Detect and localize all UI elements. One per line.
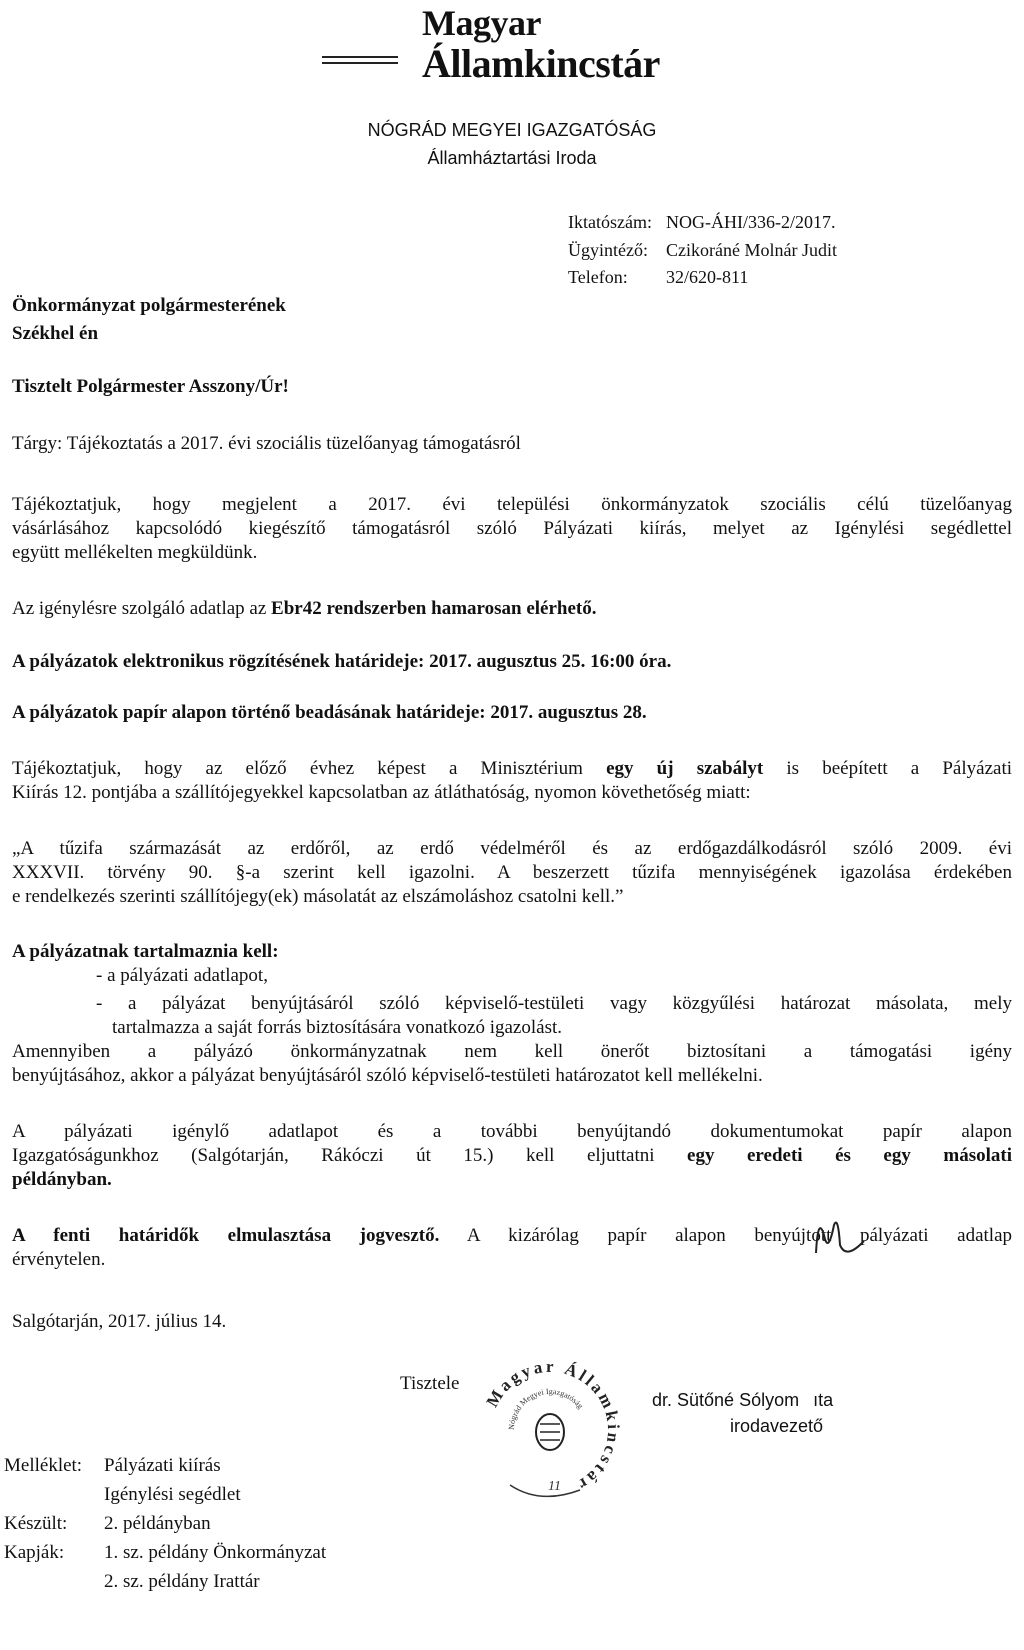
recipient-copy2: 2. sz. példány Irattár <box>104 1571 260 1592</box>
handler-label: Ügyintéző: <box>568 240 648 260</box>
phone <box>568 267 748 288</box>
para3-deadline-electronic: A pályázatok elektronikus rögzítésének határideje: 2017. augusztus 25. 16:00 óra. <box>12 651 672 672</box>
stamp-inner-text: Nógrád Megyei Igazgatóság <box>506 1386 585 1431</box>
quote-line1: „A tűzifa származását az erdőről, az erdő védelméről és az erdőgazdálkodásról szóló 2009. évi <box>12 838 1012 859</box>
para6-part-b: egy eredeti és egy másolati <box>687 1145 1012 1166</box>
quote-line3: e rendelkezés szerinti szállítójegy(ek) másolatát az elszámoláshoz csatolni kell.” <box>12 886 624 907</box>
made-label: Készült: <box>4 1513 68 1534</box>
contents-item2-cont: tartalmazza a saját forrás biztosítására vonatkozó igazolást. <box>112 1017 562 1038</box>
department-name: NÓGRÁD MEGYEI IGAZGATÓSÁG <box>367 120 657 140</box>
para6-line1: A pályázati igénylő adatlapot és a további benyújtandó dokumentumokat papír alapon <box>12 1121 1012 1142</box>
contents-note-line1: Amennyiben a pályázó önkormányzatnak nem kell önerőt biztosítani a támogatási igény <box>12 1041 1012 1062</box>
contents-note-line2: benyújtásához, akkor a pályázat benyújtásáról szóló képviselő-testületi határozatot kell mellékelni. <box>12 1065 763 1086</box>
salutation: Tisztelt Polgármester Asszony/Úr! <box>12 376 289 397</box>
para5-line2: Kiírás 12. pontjába a szállítójegyekkel kapcsolatban az átláthatóság, nyomon követhetőség miatt: <box>12 782 751 803</box>
contents-heading: A pályázatnak tartalmaznia kell: <box>12 941 279 962</box>
reference-label: Iktatószám: <box>568 212 652 232</box>
stamp-ring-text: Magyar Államkincstár <box>482 1356 624 1496</box>
logo-text-magyar: Magyar <box>422 3 541 43</box>
recipient-line1: Önkormányzat polgármesterének <box>12 295 286 316</box>
signer-name <box>652 1390 833 1411</box>
para7-bold: A fenti határidők elmulasztása jogvesztő. <box>12 1225 440 1246</box>
contents-item1: - a pályázati adatlapot, <box>96 965 268 986</box>
logo-rule-bottom <box>322 62 398 64</box>
para6-part-a: Igazgatóságunkhoz (Salgótarján, Rákóczi út 15.) kell eljuttatni <box>12 1145 688 1166</box>
signer-name-text: dr. Sütőné Sólyom <box>652 1390 800 1410</box>
signer-name-tail: ıta <box>813 1390 834 1410</box>
para2-normal: Az igénylésre szolgáló adatlap az <box>12 598 272 619</box>
enclosure-label: Melléklet: <box>4 1455 83 1476</box>
para4-deadline-paper: A pályázatok papír alapon történő beadásának határideje: 2017. augusztus 28. <box>12 702 647 723</box>
recipient-copy1: 1. sz. példány Önkormányzat <box>104 1542 327 1563</box>
quote-line2: XXXVII. törvény 90. §-a szerint kell igazolni. A beszerzett tűzifa mennyiségének igazolása érdekében <box>12 862 1012 883</box>
logo-rule-top <box>322 56 398 58</box>
recipients-label: Kapják: <box>4 1542 65 1563</box>
para1-line1: Tájékoztatjuk, hogy megjelent a 2017. évi települési önkormányzatok szociális célú tüzelőanyag <box>12 494 1012 515</box>
phone-value: 32/620-811 <box>666 267 749 287</box>
subject-line: Tárgy: Tájékoztatás a 2017. évi szociális tüzelőanyag támogatásról <box>12 433 521 454</box>
contents-item2: - a pályázat benyújtásáról szóló képviselő-testületi vagy közgyűlési határozat másolata, mely <box>96 993 1012 1014</box>
recipient-line2: Székhel én <box>12 323 99 344</box>
para5-line1 <box>12 757 1012 781</box>
official-stamp <box>470 1350 630 1510</box>
logo-text-allamkincstar: Államkincstár <box>422 41 660 86</box>
para2-bold: Ebr42 rendszerben hamarosan elérhető. <box>271 598 597 619</box>
svg-text:Magyar Államkincstár <box>483 1357 624 1496</box>
reference-value: NOG-ÁHI/336-2/2017. <box>666 212 836 232</box>
reference-number <box>568 212 835 233</box>
para5-part-a: Tájékoztatjuk, hogy az előző évhez képest a Minisztérium <box>12 758 607 779</box>
para6-line3: példányban. <box>12 1169 112 1190</box>
handler-value: Czikoráné Molnár Judit <box>666 240 837 260</box>
handwritten-signature <box>798 1205 868 1265</box>
case-handler <box>568 240 837 261</box>
para2 <box>12 597 596 621</box>
enclosure-item1: Pályázati kiírás <box>104 1455 221 1476</box>
made-value: 2. példányban <box>104 1513 211 1534</box>
phone-label: Telefon: <box>568 267 628 287</box>
para7-rest: A kizárólag papír alapon benyújtott pályázati adatlap <box>439 1225 1012 1246</box>
para5-new-rule: egy új szabályt <box>606 758 764 779</box>
para6-line2 <box>12 1144 1012 1168</box>
signer-title: irodavezető <box>730 1416 824 1436</box>
stamp-number: 11 <box>548 1479 561 1494</box>
para5-part-c: is beépített a Pályázati <box>763 758 1013 779</box>
closing-greeting: Tisztele <box>400 1373 460 1394</box>
para7-line2: érvénytelen. <box>12 1249 106 1270</box>
office-name: Államháztartási Iroda <box>427 148 597 168</box>
para1-line2: vásárlásához kapcsolódó kiegészítő támogatásról szóló Pályázati kiírás, melyet az Igénylési segédlettel <box>12 518 1012 539</box>
enclosure-item2: Igénylési segédlet <box>104 1484 241 1505</box>
para1-line3: együtt mellékelten megküldünk. <box>12 542 258 563</box>
place-and-date: Salgótarján, 2017. július 14. <box>12 1311 227 1332</box>
